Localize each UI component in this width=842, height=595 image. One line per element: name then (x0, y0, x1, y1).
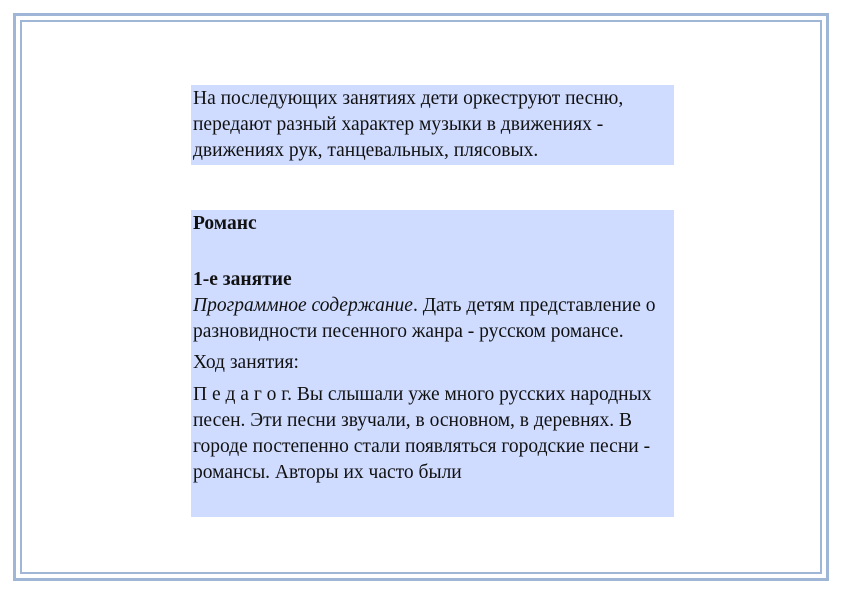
program-paragraph (193, 293, 672, 345)
session-heading: 1-е занятие (193, 269, 292, 290)
program-label: Программное содержание (193, 295, 413, 316)
teacher-label: П е д а г о г (193, 384, 288, 405)
lesson-title: Романс (193, 213, 257, 234)
lesson-textbox (191, 210, 674, 517)
blank-line (193, 237, 672, 266)
intro-text: На последующих занятиях дети оркеструют песню, передают разный характер музыки в движениях - движениях рук, танцевальных, плясовых. (193, 88, 624, 161)
teacher-text: . Вы слышали уже много русских народных песен. Эти песни звучали, в основном, в деревнях. В городе постепенно стали появляться городские песни - романсы. Авторы их часто были (193, 384, 652, 483)
intro-textbox (191, 85, 674, 165)
program-text: . Дать детям представление о разновидности песенного жанра - русском романсе. (193, 295, 656, 342)
course-label: Ход занятия: (193, 352, 299, 373)
teacher-paragraph (193, 382, 672, 486)
